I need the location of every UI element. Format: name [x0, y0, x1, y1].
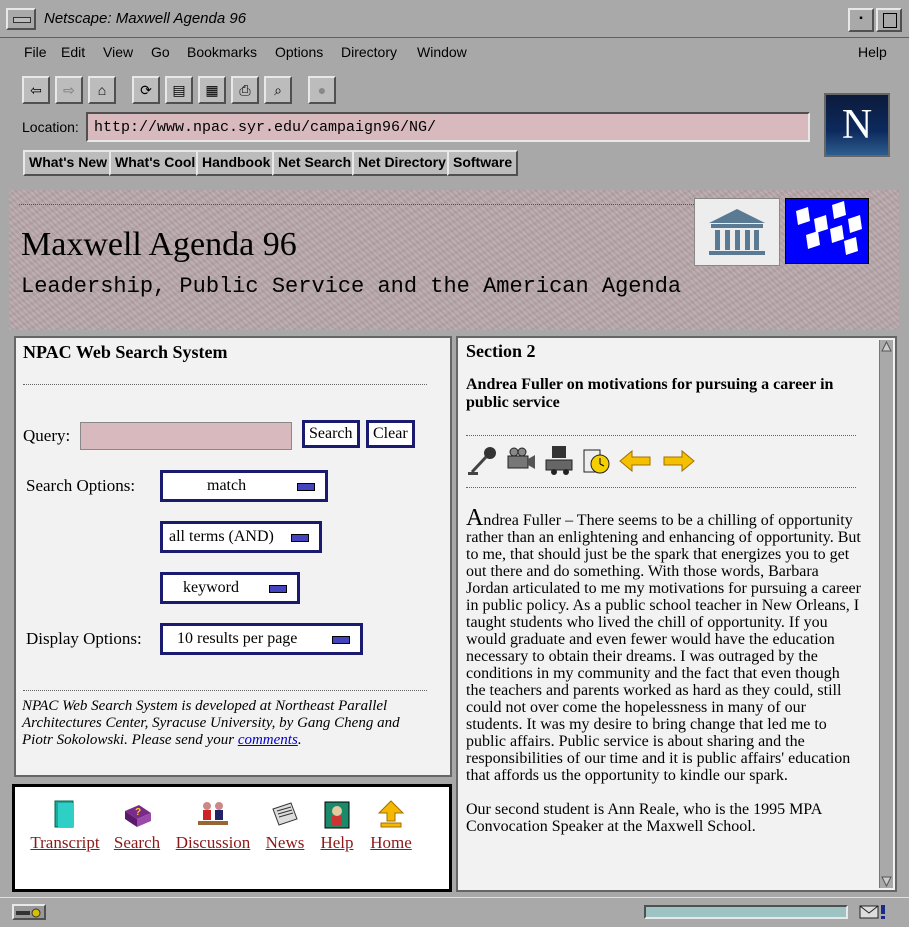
search-options-label: Search Options:: [26, 476, 136, 495]
article-paragraph: [466, 505, 862, 784]
left-arrow-icon[interactable]: [618, 444, 652, 478]
menu-help[interactable]: Help: [858, 44, 887, 60]
nav-help[interactable]: [315, 797, 359, 853]
nav-search[interactable]: [111, 797, 163, 853]
menu-bookmarks[interactable]: Bookmarks: [187, 44, 258, 60]
nav-label: Help: [320, 833, 354, 852]
print-icon[interactable]: ⎙: [231, 76, 259, 104]
handbook-button[interactable]: Handbook: [196, 150, 276, 176]
window-title: Netscape: Maxwell Agenda 96: [44, 10, 247, 27]
minimize-button[interactable]: ▪: [848, 8, 874, 32]
divider: [23, 690, 427, 691]
content-frame: [456, 336, 897, 892]
status-bar: [0, 897, 909, 927]
nav-label: News: [265, 833, 305, 852]
progress-bar: [644, 905, 848, 919]
forward-icon[interactable]: ⇨: [55, 76, 83, 104]
back-icon[interactable]: ⇦: [22, 76, 50, 104]
net-search-button[interactable]: Net Search: [272, 150, 357, 176]
article-body: [466, 505, 862, 835]
page-title: Maxwell Agenda 96: [21, 226, 297, 263]
newspaper-icon: [267, 797, 303, 833]
whats-new-button[interactable]: What's New: [23, 150, 113, 176]
stop-icon[interactable]: ●: [308, 76, 336, 104]
help-icon: [319, 797, 355, 833]
find-icon[interactable]: ⌕: [264, 76, 292, 104]
menu-options[interactable]: Options: [275, 44, 324, 60]
nav-label: Search: [113, 833, 161, 852]
menu-window[interactable]: Window: [417, 44, 467, 60]
clock-book-icon[interactable]: [580, 444, 614, 478]
article-paragraph-text: ndrea Fuller – There seems to be a chilling of opportunity rather than an enlightening and enhancing of opportunity. But to me, that should just be the spark that energizes you to get out there and do something. With those words, Barbara Jordan articulated to me my motivations for pursuing a career in public policy. As a public school teacher in New Orleans, I taught students who lived the chill of opportunity. If you would graduate and even fewer would have the education necessary to obtain their dreams. I was outraged by the conditions in my community and the fact that even though the teachers and parents worked as hard as they could, still could not over come the hopelessness in many of our students. It was my desire to bring change that led me to public affairs. Public service is about sharing and the responsibilities of our time and it is public affairs' education that affords us the opportunity to kindle our spark.: [466, 512, 861, 784]
menu-go[interactable]: Go: [151, 44, 170, 60]
divider: [466, 487, 856, 488]
vertical-scrollbar[interactable]: [879, 340, 893, 888]
section-title: Section 2: [466, 341, 536, 361]
projector-icon[interactable]: [542, 444, 576, 478]
scroll-up-icon[interactable]: [880, 340, 893, 354]
select-toggle-icon: [297, 483, 315, 491]
netscape-logo-letter: N: [841, 102, 873, 148]
credit-text: NPAC Web Search System is developed at Northeast Parallel Architectures Center, Syracuse University, by Gang Cheng and Piotr Sokolowski. Please send your: [22, 698, 400, 748]
divider: [23, 384, 427, 385]
display-options-label: Display Options:: [26, 629, 142, 648]
results-per-page-select[interactable]: [160, 623, 363, 655]
terms-select[interactable]: [160, 521, 322, 553]
book-icon: [47, 797, 83, 833]
software-button[interactable]: Software: [447, 150, 518, 176]
match-select[interactable]: [160, 470, 328, 502]
keyword-select-value: keyword: [183, 579, 239, 596]
menu-edit[interactable]: Edit: [61, 44, 86, 60]
whats-cool-button[interactable]: What's Cool: [109, 150, 201, 176]
home-icon[interactable]: ⌂: [88, 76, 116, 104]
navigation-frame: [12, 784, 452, 892]
banner-divider: [19, 204, 694, 205]
select-toggle-icon: [332, 636, 350, 644]
divider: [466, 435, 856, 436]
magnifier-book-icon: [119, 797, 155, 833]
menu-bar: [0, 38, 909, 68]
nav-home[interactable]: [365, 797, 417, 853]
menu-view[interactable]: View: [103, 44, 134, 60]
npac-logo[interactable]: [785, 198, 869, 264]
results-per-page-value: 10 results per page: [177, 630, 298, 647]
location-label: Location:: [22, 119, 79, 135]
video-camera-icon[interactable]: [504, 444, 538, 478]
security-key-icon[interactable]: [12, 904, 46, 920]
scroll-down-icon[interactable]: [880, 874, 893, 888]
query-input[interactable]: [80, 422, 292, 450]
open-icon[interactable]: ▦: [198, 76, 226, 104]
search-frame: [14, 336, 452, 777]
mail-icon[interactable]: [858, 903, 888, 921]
window-titlebar: [0, 0, 909, 38]
nav-label: Home: [370, 833, 412, 852]
home-arrow-icon: [373, 797, 409, 833]
menu-directory[interactable]: Directory: [341, 44, 398, 60]
svg-text:?: ?: [135, 807, 142, 818]
nav-label: Transcript: [30, 833, 100, 852]
keyword-select[interactable]: [160, 572, 300, 604]
maximize-button[interactable]: [876, 8, 902, 32]
search-button[interactable]: Search: [302, 420, 360, 448]
drop-cap: A: [466, 505, 484, 531]
search-credit: [22, 698, 432, 749]
search-title: NPAC Web Search System: [23, 342, 228, 362]
maxwell-building-logo[interactable]: [694, 198, 780, 266]
nav-transcript[interactable]: [25, 797, 105, 853]
reload-icon[interactable]: ⟳: [132, 76, 160, 104]
microphone-icon[interactable]: [466, 444, 500, 478]
select-toggle-icon: [269, 585, 287, 593]
right-arrow-icon[interactable]: [662, 444, 696, 478]
nav-label: Discussion: [175, 833, 251, 852]
netscape-logo[interactable]: [824, 93, 890, 157]
images-icon[interactable]: ▤: [165, 76, 193, 104]
section-subtitle: Andrea Fuller on motivations for pursuing a career in public service: [466, 376, 834, 411]
query-label: Query:: [23, 426, 71, 445]
page-banner: [9, 190, 899, 330]
select-toggle-icon: [291, 534, 309, 542]
terms-select-value: all terms (AND): [169, 528, 274, 545]
nav-discussion[interactable]: [170, 797, 256, 853]
match-select-value: match: [207, 477, 247, 494]
menu-file[interactable]: File: [24, 44, 47, 60]
credit-end: .: [297, 732, 302, 748]
people-icon: [195, 797, 231, 833]
nav-news[interactable]: [261, 797, 309, 853]
comments-link[interactable]: comments: [237, 732, 298, 748]
location-input[interactable]: http://www.npac.syr.edu/campaign96/NG/: [86, 112, 810, 142]
article-paragraph-2: Our second student is Ann Reale, who is the 1995 MPA Convocation Speaker at the Maxwell School.: [466, 801, 822, 835]
window-menu-button[interactable]: [6, 8, 36, 30]
net-directory-button[interactable]: Net Directory: [352, 150, 452, 176]
page-subtitle: Leadership, Public Service and the American Agenda: [21, 274, 682, 299]
clear-button[interactable]: Clear: [366, 420, 415, 448]
